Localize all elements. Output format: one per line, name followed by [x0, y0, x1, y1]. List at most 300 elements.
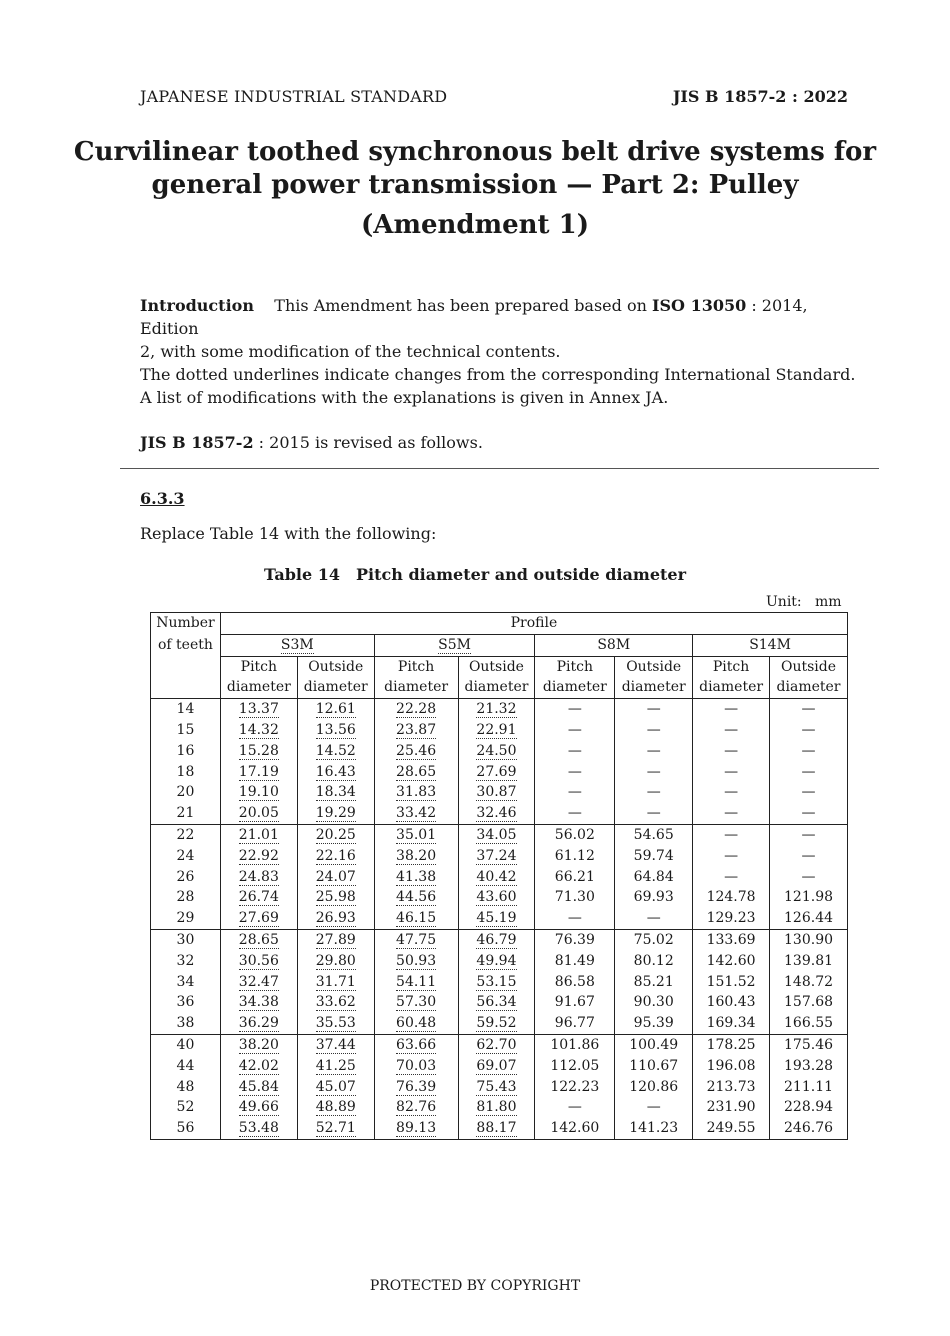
- teeth-cell: [151, 720, 221, 741]
- diameter-cell: [374, 929, 458, 950]
- diameter-value: 49.66: [238, 1099, 279, 1116]
- diameter-value: 15.28: [238, 742, 279, 759]
- diameter-value: 101.86: [550, 1036, 600, 1053]
- diameter-value: 26.74: [238, 889, 279, 906]
- diameter-cell: [220, 1056, 297, 1077]
- diameter-value: —: [646, 763, 661, 780]
- diameter-value: 76.39: [396, 1078, 437, 1095]
- diameter-value: 178.25: [706, 1036, 756, 1053]
- diameter-cell: [458, 929, 535, 950]
- diameter-cell: [220, 867, 297, 888]
- diameter-cell: [458, 867, 535, 888]
- diameter-cell: [693, 992, 770, 1013]
- diameter-value: 27.69: [238, 910, 279, 927]
- diameter-cell: [220, 1097, 297, 1118]
- diameter-value: 148.72: [784, 973, 834, 990]
- diameter-cell: [220, 762, 297, 783]
- diameter-cell: [535, 1118, 615, 1139]
- diameter-value: 160.43: [706, 994, 756, 1011]
- diameter-value: 12.61: [315, 701, 356, 718]
- diameter-cell: [297, 992, 374, 1013]
- diameter-value: 27.69: [476, 763, 517, 780]
- teeth-cell: [151, 762, 221, 783]
- diameter-value: 17.19: [238, 763, 279, 780]
- revised-standard-code: JIS B 1857-2: [140, 433, 254, 452]
- diameter-cell: [770, 1097, 848, 1118]
- teeth-value: 28: [176, 889, 195, 906]
- diameter-cell: [297, 1077, 374, 1098]
- diameter-cell: [220, 824, 297, 845]
- diameter-cell: [458, 762, 535, 783]
- diameter-value: 30.56: [238, 952, 279, 969]
- teeth-cell: [151, 992, 221, 1013]
- diameter-cell: [297, 846, 374, 867]
- diameter-cell: [535, 782, 615, 803]
- diameter-cell: [693, 803, 770, 824]
- diameter-value: 21.32: [476, 701, 517, 718]
- diameter-value: 37.44: [315, 1036, 356, 1053]
- diameter-cell: [220, 929, 297, 950]
- introduction-text: This Amendment has been prepared based on: [274, 296, 647, 315]
- diameter-value: —: [724, 742, 739, 759]
- diameter-cell: [770, 908, 848, 929]
- diameter-cell: [297, 741, 374, 762]
- sub-header-a: Pitch: [693, 656, 770, 677]
- diameter-cell: [693, 972, 770, 993]
- diameter-cell: [458, 1056, 535, 1077]
- diameter-cell: [374, 1118, 458, 1139]
- diameter-cell: [693, 908, 770, 929]
- diameter-cell: [770, 929, 848, 950]
- diameter-cell: [374, 887, 458, 908]
- diameter-value: 110.67: [629, 1057, 679, 1074]
- diameter-cell: [535, 1077, 615, 1098]
- diameter-value: 141.23: [629, 1120, 679, 1137]
- teeth-value: 56: [176, 1120, 195, 1137]
- diameter-cell: [535, 908, 615, 929]
- profile-0: [220, 634, 374, 656]
- diameter-value: 64.84: [633, 868, 674, 885]
- teeth-value: 24: [176, 847, 195, 864]
- diameter-cell: [693, 1118, 770, 1139]
- diameter-value: 18.34: [315, 784, 356, 801]
- diameter-value: 45.19: [476, 910, 517, 927]
- diameter-cell: [458, 720, 535, 741]
- diameter-value: —: [567, 910, 582, 927]
- diameter-cell: [770, 824, 848, 845]
- diameter-value: 246.76: [784, 1120, 834, 1137]
- diameter-cell: [535, 846, 615, 867]
- diameter-value: —: [567, 742, 582, 759]
- profile-2: S8M: [535, 634, 693, 656]
- diameter-cell: [374, 992, 458, 1013]
- diameter-value: 56.34: [476, 994, 517, 1011]
- diameter-value: 69.07: [476, 1057, 517, 1074]
- teeth-value: 36: [176, 994, 195, 1011]
- diameter-cell: [615, 824, 693, 845]
- diameter-cell: [770, 741, 848, 762]
- sub-header-b: diameter: [770, 677, 848, 698]
- diameter-value: 249.55: [706, 1120, 756, 1137]
- diameter-cell: [535, 803, 615, 824]
- diameter-value: 24.07: [315, 868, 356, 885]
- diameter-value: —: [801, 721, 816, 738]
- teeth-cell: [151, 929, 221, 950]
- diameter-value: 126.44: [784, 910, 834, 927]
- divider: [120, 468, 879, 469]
- diameter-cell: [693, 1077, 770, 1098]
- iso-reference: ISO 13050: [652, 296, 747, 315]
- sub-header-a: Outside: [458, 656, 535, 677]
- diameter-cell: [693, 782, 770, 803]
- diameter-cell: [693, 699, 770, 720]
- teeth-cell: [151, 1013, 221, 1034]
- profile-name: S5M: [438, 636, 471, 653]
- teeth-value: 22: [176, 826, 195, 843]
- diameter-cell: [770, 951, 848, 972]
- diameter-value: 16.43: [315, 763, 356, 780]
- teeth-value: 29: [176, 910, 195, 927]
- diameter-value: 59.74: [633, 847, 674, 864]
- sub-header-a: Outside: [297, 656, 374, 677]
- teeth-cell: [151, 782, 221, 803]
- teeth-cell: [151, 699, 221, 720]
- diameter-value: —: [801, 826, 816, 843]
- diameter-value: 70.03: [396, 1057, 437, 1074]
- section-instruction: Replace Table 14 with the following:: [140, 524, 437, 543]
- diameter-value: 44.56: [396, 889, 437, 906]
- revision-statement: [140, 431, 870, 454]
- table-row: [151, 867, 848, 888]
- table-row: [151, 887, 848, 908]
- diameter-cell: [297, 720, 374, 741]
- diameter-cell: [297, 1034, 374, 1055]
- diameter-cell: [374, 720, 458, 741]
- diameter-cell: [693, 824, 770, 845]
- pitch-diameter-table: [150, 612, 848, 1140]
- diameter-cell: [615, 782, 693, 803]
- diameter-cell: [770, 846, 848, 867]
- diameter-cell: [374, 846, 458, 867]
- diameter-value: 30.87: [476, 784, 517, 801]
- diameter-value: —: [646, 910, 661, 927]
- diameter-cell: [374, 908, 458, 929]
- diameter-value: —: [801, 784, 816, 801]
- diameter-value: 96.77: [554, 1015, 595, 1032]
- diameter-value: —: [724, 847, 739, 864]
- diameter-cell: [535, 824, 615, 845]
- diameter-value: 82.76: [396, 1099, 437, 1116]
- diameter-cell: [770, 1077, 848, 1098]
- diameter-value: —: [567, 784, 582, 801]
- diameter-value: 25.98: [315, 889, 356, 906]
- diameter-cell: [535, 741, 615, 762]
- diameter-cell: [535, 929, 615, 950]
- teeth-value: 26: [176, 868, 195, 885]
- diameter-value: —: [567, 763, 582, 780]
- diameter-cell: [693, 762, 770, 783]
- diameter-cell: [535, 972, 615, 993]
- teeth-cell: [151, 1118, 221, 1139]
- table-row: [151, 908, 848, 929]
- diameter-cell: [693, 1034, 770, 1055]
- diameter-cell: [297, 782, 374, 803]
- diameter-cell: [693, 929, 770, 950]
- teeth-value: 16: [176, 742, 195, 759]
- diameter-cell: [458, 1097, 535, 1118]
- diameter-value: 81.80: [476, 1099, 517, 1116]
- diameter-value: 90.30: [633, 994, 674, 1011]
- sub-header-b: diameter: [220, 677, 297, 698]
- diameter-value: 89.13: [396, 1120, 437, 1137]
- diameter-value: 100.49: [629, 1036, 679, 1053]
- diameter-value: 231.90: [706, 1099, 756, 1116]
- table-row: [151, 929, 848, 950]
- diameter-value: —: [724, 784, 739, 801]
- sub-header-b: diameter: [693, 677, 770, 698]
- teeth-cell: [151, 824, 221, 845]
- diameter-cell: [770, 699, 848, 720]
- diameter-cell: [458, 1013, 535, 1034]
- teeth-cell: [151, 803, 221, 824]
- table-unit: Unit: mm: [766, 594, 842, 610]
- diameter-value: 66.21: [554, 868, 595, 885]
- diameter-value: 81.49: [554, 952, 595, 969]
- diameter-cell: [535, 992, 615, 1013]
- diameter-value: 112.05: [550, 1057, 600, 1074]
- diameter-cell: [693, 741, 770, 762]
- diameter-cell: [615, 908, 693, 929]
- diameter-value: 24.83: [238, 868, 279, 885]
- profile-name: S3M: [280, 636, 314, 653]
- table-row: [151, 1077, 848, 1098]
- diameter-cell: [458, 741, 535, 762]
- table-row: [151, 1013, 848, 1034]
- diameter-cell: [535, 951, 615, 972]
- diameter-value: —: [646, 784, 661, 801]
- diameter-value: 142.60: [550, 1120, 600, 1137]
- diameter-value: 133.69: [706, 931, 756, 948]
- diameter-value: 169.34: [706, 1015, 756, 1032]
- diameter-value: 34.05: [476, 826, 517, 843]
- diameter-cell: [458, 1034, 535, 1055]
- diameter-value: 75.02: [633, 931, 674, 948]
- teeth-value: 30: [176, 931, 195, 948]
- diameter-value: 56.02: [554, 826, 595, 843]
- teeth-cell: [151, 1034, 221, 1055]
- diameter-value: 166.55: [784, 1015, 834, 1032]
- diameter-cell: [220, 1077, 297, 1098]
- teeth-value: 48: [176, 1078, 195, 1095]
- diameter-value: 211.11: [784, 1078, 834, 1095]
- iso-edition: : 2014, Edition: [140, 296, 808, 338]
- diameter-value: 88.17: [476, 1120, 517, 1137]
- title-line-3: (Amendment 1): [360, 210, 590, 240]
- diameter-value: 14.52: [315, 742, 356, 759]
- table-row: [151, 1056, 848, 1077]
- diameter-value: 22.16: [315, 847, 356, 864]
- diameter-value: 36.29: [238, 1015, 279, 1032]
- diameter-value: 20.25: [315, 826, 356, 843]
- diameter-cell: [374, 803, 458, 824]
- diameter-value: 38.20: [396, 847, 437, 864]
- teeth-cell: [151, 867, 221, 888]
- diameter-value: 31.71: [315, 973, 356, 990]
- teeth-value: 32: [176, 952, 195, 969]
- diameter-value: —: [801, 763, 816, 780]
- diameter-cell: [615, 1056, 693, 1077]
- diameter-value: —: [646, 701, 661, 718]
- diameter-cell: [615, 951, 693, 972]
- diameter-value: 35.01: [396, 826, 437, 843]
- diameter-cell: [374, 824, 458, 845]
- diameter-cell: [220, 951, 297, 972]
- diameter-value: 57.30: [396, 994, 437, 1011]
- diameter-cell: [535, 1097, 615, 1118]
- diameter-cell: [297, 951, 374, 972]
- profile-1: [374, 634, 535, 656]
- diameter-cell: [220, 803, 297, 824]
- diameter-cell: [770, 720, 848, 741]
- diameter-value: 43.60: [476, 889, 517, 906]
- diameter-value: —: [567, 701, 582, 718]
- diameter-value: 45.07: [315, 1078, 356, 1095]
- diameter-value: 32.47: [238, 973, 279, 990]
- diameter-cell: [535, 867, 615, 888]
- teeth-header-2: of teeth: [151, 634, 221, 656]
- header-standard-code: JIS B 1857-2 : 2022: [672, 87, 848, 106]
- diameter-cell: [615, 867, 693, 888]
- diameter-cell: [374, 741, 458, 762]
- diameter-cell: [458, 951, 535, 972]
- diameter-cell: [615, 929, 693, 950]
- sub-header-a: Outside: [615, 656, 693, 677]
- diameter-value: 14.32: [238, 721, 279, 738]
- dotted-underline-note: [140, 363, 870, 409]
- diameter-cell: [458, 782, 535, 803]
- diameter-value: 86.58: [554, 973, 595, 990]
- diameter-cell: [374, 699, 458, 720]
- diameter-value: 80.12: [633, 952, 674, 969]
- diameter-value: 129.23: [706, 910, 756, 927]
- diameter-value: 139.81: [784, 952, 834, 969]
- diameter-value: 47.75: [396, 931, 437, 948]
- diameter-value: 121.98: [784, 889, 834, 906]
- diameter-cell: [374, 1097, 458, 1118]
- diameter-value: 24.50: [476, 742, 517, 759]
- diameter-value: 69.93: [633, 889, 674, 906]
- diameter-cell: [770, 1118, 848, 1139]
- diameter-value: 34.38: [238, 994, 279, 1011]
- teeth-value: 38: [176, 1015, 195, 1032]
- diameter-cell: [458, 846, 535, 867]
- diameter-value: 46.15: [396, 910, 437, 927]
- table-row: [151, 741, 848, 762]
- diameter-value: 23.87: [396, 721, 437, 738]
- diameter-cell: [770, 1034, 848, 1055]
- diameter-value: 61.12: [554, 847, 595, 864]
- teeth-cell: [151, 846, 221, 867]
- diameter-value: —: [724, 868, 739, 885]
- diameter-cell: [615, 992, 693, 1013]
- teeth-value: 34: [176, 973, 195, 990]
- teeth-value: 44: [176, 1057, 195, 1074]
- diameter-cell: [297, 908, 374, 929]
- diameter-value: 42.02: [238, 1057, 279, 1074]
- diameter-value: 13.37: [238, 701, 279, 718]
- diameter-value: 85.21: [633, 973, 674, 990]
- diameter-value: 63.66: [396, 1036, 437, 1053]
- teeth-cell: [151, 951, 221, 972]
- diameter-cell: [374, 1077, 458, 1098]
- diameter-value: 54.65: [633, 826, 674, 843]
- diameter-cell: [693, 1013, 770, 1034]
- diameter-cell: [297, 824, 374, 845]
- teeth-value: 40: [176, 1036, 195, 1053]
- diameter-value: —: [801, 805, 816, 822]
- diameter-cell: [615, 741, 693, 762]
- diameter-value: —: [646, 742, 661, 759]
- diameter-cell: [220, 908, 297, 929]
- title-line-2: general power transmission — Part 2: Pulley: [151, 170, 799, 200]
- document-title: [0, 136, 950, 202]
- diameter-value: 25.46: [396, 742, 437, 759]
- teeth-cell: [151, 972, 221, 993]
- diameter-cell: [220, 972, 297, 993]
- diameter-value: 62.70: [476, 1036, 517, 1053]
- diameter-cell: [297, 972, 374, 993]
- diameter-value: 19.29: [315, 805, 356, 822]
- diameter-cell: [615, 846, 693, 867]
- diameter-cell: [535, 887, 615, 908]
- teeth-cell: [151, 887, 221, 908]
- sub-header-a: Pitch: [220, 656, 297, 677]
- teeth-value: 18: [176, 763, 195, 780]
- diameter-value: 120.86: [629, 1078, 679, 1095]
- section-number: 6.3.3: [140, 489, 185, 508]
- diameter-value: 22.92: [238, 847, 279, 864]
- diameter-cell: [770, 803, 848, 824]
- diameter-cell: [458, 887, 535, 908]
- diameter-cell: [220, 846, 297, 867]
- introduction-label: Introduction: [140, 296, 254, 315]
- sub-header-a: Pitch: [535, 656, 615, 677]
- diameter-value: 122.23: [550, 1078, 600, 1095]
- diameter-cell: [615, 1013, 693, 1034]
- diameter-value: 196.08: [706, 1057, 756, 1074]
- table-row: [151, 699, 848, 720]
- teeth-value: 14: [176, 701, 195, 718]
- teeth-value: 21: [176, 805, 195, 822]
- table-row: [151, 762, 848, 783]
- diameter-value: 151.52: [706, 973, 756, 990]
- note-line-1: The dotted underlines indicate changes from the corresponding International Standard.: [140, 365, 856, 384]
- diameter-value: 21.01: [238, 826, 279, 843]
- profile-3: S14M: [693, 634, 848, 656]
- diameter-value: 54.11: [396, 973, 437, 990]
- diameter-value: 22.91: [476, 721, 517, 738]
- diameter-value: 37.24: [476, 847, 517, 864]
- table-row: [151, 846, 848, 867]
- sub-header-b: diameter: [458, 677, 535, 698]
- diameter-value: 52.71: [315, 1120, 356, 1137]
- diameter-value: 59.52: [476, 1015, 517, 1032]
- introduction-line-2: 2, with some modification of the technical contents.: [140, 342, 561, 361]
- diameter-cell: [770, 887, 848, 908]
- diameter-value: 22.28: [396, 701, 437, 718]
- diameter-cell: [374, 1034, 458, 1055]
- diameter-cell: [458, 908, 535, 929]
